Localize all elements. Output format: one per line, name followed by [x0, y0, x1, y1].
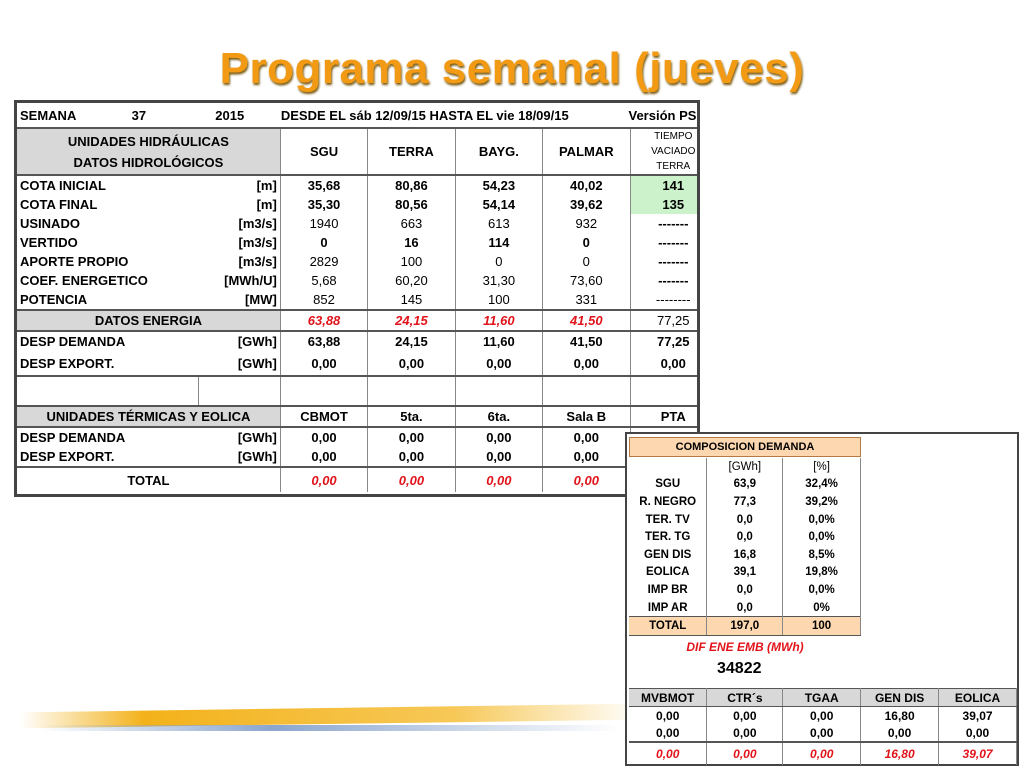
version: Versión PS	[628, 107, 697, 123]
row-label: USINADO	[20, 216, 80, 231]
cell: 0,00	[368, 447, 455, 467]
cell: 35,68	[280, 175, 367, 195]
cell: 141	[630, 175, 700, 195]
cell: 0,0	[707, 599, 783, 617]
cell: 0,00	[280, 467, 367, 492]
col-header: Sala B	[543, 406, 630, 427]
row-label: POTENCIA	[17, 290, 198, 310]
cell: 0,00	[368, 427, 455, 447]
generation-summary-table	[629, 688, 1017, 765]
cell: 0,0	[707, 581, 783, 599]
cell: 0	[543, 233, 630, 252]
hydro-group-title: UNIDADES HIDRÁULICAS	[67, 133, 229, 149]
cell: 613	[455, 214, 542, 233]
cell: 0,00	[629, 724, 707, 742]
cell: 0,00	[783, 724, 861, 742]
cell: 2829	[280, 252, 367, 271]
cell: 0,0%	[783, 528, 861, 546]
table-row	[17, 233, 700, 252]
cell: TER. TV	[629, 511, 707, 529]
blank-row	[17, 376, 700, 406]
cell: 0,00	[861, 724, 939, 742]
cell: 63,88	[280, 331, 367, 351]
row-label: COEF. ENERGETICO	[20, 273, 148, 288]
cell: 54,23	[455, 175, 542, 195]
composition-row	[629, 476, 861, 494]
cell: 0,00	[280, 447, 367, 467]
row-unit: [MW]	[198, 290, 280, 310]
dif-ene-emb-label: DIF ENE EMB (MWh)	[686, 640, 804, 654]
composition-row	[629, 599, 861, 617]
cell: 39,2%	[783, 493, 861, 511]
cell: 0,00	[368, 351, 455, 376]
cell: 80,56	[368, 195, 455, 214]
cell: 135	[630, 195, 700, 214]
summary-total-row	[629, 742, 1017, 765]
cell: 0,0%	[783, 581, 861, 599]
cell: 197,0	[707, 617, 783, 636]
table-row	[629, 724, 1017, 742]
cell: 77,25	[630, 310, 700, 331]
row-unit: [m]	[198, 175, 280, 195]
table-row	[17, 214, 700, 233]
cell: 0,00	[280, 427, 367, 447]
dif-ene-emb-value: 34822	[717, 660, 762, 677]
cell: 0,00	[939, 724, 1017, 742]
col-header: PTA	[630, 406, 700, 427]
summary-header-row	[629, 689, 1017, 707]
col-header: CTR´s	[707, 689, 783, 707]
cell: 100	[368, 252, 455, 271]
cell: 0,00	[455, 447, 542, 467]
semana-label: SEMANA	[20, 107, 77, 123]
cell: 663	[368, 214, 455, 233]
cell: 331	[543, 290, 630, 310]
cell: 0,00	[783, 742, 861, 765]
cell: 0,00	[455, 467, 542, 492]
col-header: TERRA	[368, 128, 455, 175]
cell: 32,4%	[783, 476, 861, 494]
cell: 5,68	[280, 271, 367, 290]
cell: 11,60	[455, 310, 542, 331]
cell: 16	[368, 233, 455, 252]
cell: 114	[455, 233, 542, 252]
col-header: SGU	[280, 128, 367, 175]
col-header-tiempo: TIEMPO VACIADO TERRA	[630, 128, 700, 175]
row-label: COTA FINAL	[20, 197, 98, 212]
year: 2015	[215, 107, 245, 123]
page-title: Programa semanal (jueves)	[219, 44, 805, 93]
cell: 0%	[783, 599, 861, 617]
energia-label: DATOS ENERGIA	[17, 310, 280, 331]
header-row	[17, 103, 700, 128]
row-unit: [m3/s]	[198, 252, 280, 271]
row-unit: [m3/s]	[198, 233, 280, 252]
composition-row	[629, 564, 861, 582]
composition-panel	[625, 432, 1019, 766]
col-header: 5ta.	[368, 406, 455, 427]
cell: 24,15	[368, 331, 455, 351]
table-row	[17, 331, 700, 351]
thermal-header-row	[17, 406, 700, 427]
cell: TOTAL	[629, 617, 707, 636]
cell: 0,00	[368, 467, 455, 492]
cell: 0,00	[280, 351, 367, 376]
cell: 73,60	[543, 271, 630, 290]
cell: 0,0%	[783, 511, 861, 529]
cell: 41,50	[543, 331, 630, 351]
cell: 40,02	[543, 175, 630, 195]
table-row	[17, 290, 700, 310]
cell: 0,0	[707, 528, 783, 546]
composition-row	[629, 546, 861, 564]
energia-row	[17, 310, 700, 331]
row-label: DESP EXPORT.	[17, 447, 198, 467]
cell: 0,00	[455, 351, 542, 376]
weekly-program-table	[14, 100, 700, 497]
cell: -------	[630, 233, 700, 252]
hydro-header-row	[17, 128, 700, 175]
row-label: DESP DEMANDA	[20, 334, 126, 349]
cell: 60,20	[368, 271, 455, 290]
cell: 63,9	[707, 476, 783, 494]
composition-table	[629, 458, 861, 636]
cell: 0	[455, 252, 542, 271]
cell: TER. TG	[629, 528, 707, 546]
cell: 0,00	[783, 707, 861, 725]
cell: --------	[630, 290, 700, 310]
cell: 41,50	[543, 310, 630, 331]
cell: R. NEGRO	[629, 493, 707, 511]
col-header: [GWh]	[707, 458, 783, 476]
cell: 100	[783, 617, 861, 636]
cell: GEN DIS	[629, 546, 707, 564]
cell: 0,00	[707, 724, 783, 742]
row-label: COTA INICIAL	[20, 178, 106, 193]
decorative-swoosh-line	[40, 725, 620, 731]
cell: 80,86	[368, 175, 455, 195]
cell: 16,80	[861, 707, 939, 725]
col-header: [%]	[783, 458, 861, 476]
composition-header-row	[629, 458, 861, 476]
cell: 39,07	[939, 742, 1017, 765]
table-row	[17, 447, 700, 467]
table-row	[629, 707, 1017, 725]
col-header: GEN DIS	[861, 689, 939, 707]
cell: 0,00	[543, 467, 630, 492]
cell: SGU	[629, 476, 707, 494]
cell: 0	[543, 252, 630, 271]
cell: 1940	[280, 214, 367, 233]
total-label: TOTAL	[17, 467, 280, 492]
row-unit: [m]	[198, 195, 280, 214]
cell: 39,07	[939, 707, 1017, 725]
composition-row	[629, 511, 861, 529]
col-header: MVBMOT	[629, 689, 707, 707]
cell: 0	[280, 233, 367, 252]
date-range: DESDE EL sáb 12/09/15 HASTA EL vie 18/09/15	[280, 107, 569, 123]
cell: -------	[630, 271, 700, 290]
cell: 0,00	[630, 351, 700, 376]
col-header: EOLICA	[939, 689, 1017, 707]
cell: 0,00	[543, 447, 630, 467]
cell: 145	[368, 290, 455, 310]
row-unit: [GWh]	[198, 427, 280, 447]
table-row	[17, 271, 700, 290]
table-row	[17, 351, 700, 376]
cell: 11,60	[455, 331, 542, 351]
composition-total-row	[629, 617, 861, 636]
table-row	[17, 427, 700, 447]
col-header: PALMAR	[543, 128, 630, 175]
hydro-data-title: DATOS HIDROLÓGICOS	[73, 154, 224, 170]
table-row	[17, 195, 700, 214]
cell: 54,14	[455, 195, 542, 214]
row-unit: [m3/s]	[198, 214, 280, 233]
row-unit: [GWh]	[198, 447, 280, 467]
cell: 100	[455, 290, 542, 310]
table-row	[17, 252, 700, 271]
cell: 0,00	[543, 427, 630, 447]
cell: 19,8%	[783, 564, 861, 582]
composition-row	[629, 528, 861, 546]
cell: 16,8	[707, 546, 783, 564]
col-header: 6ta.	[455, 406, 542, 427]
cell: EOLICA	[629, 564, 707, 582]
cell: 39,1	[707, 564, 783, 582]
cell: 0,00	[629, 742, 707, 765]
cell: 16,80	[861, 742, 939, 765]
composition-row	[629, 493, 861, 511]
row-unit: [GWh]	[198, 351, 280, 376]
semana-number: 37	[131, 107, 147, 123]
cell: -------	[630, 252, 700, 271]
cell: IMP BR	[629, 581, 707, 599]
cell: 77,25	[630, 331, 700, 351]
cell: IMP AR	[629, 599, 707, 617]
cell: 0,00	[543, 351, 630, 376]
row-label: DESP EXPORT.	[17, 351, 198, 376]
cell: 0,00	[629, 707, 707, 725]
composition-row	[629, 581, 861, 599]
cell: 0,00	[707, 707, 783, 725]
cell: 0,00	[707, 742, 783, 765]
row-unit: [MWh/U]	[198, 271, 280, 290]
col-header: BAYG.	[455, 128, 542, 175]
composition-title: COMPOSICION DEMANDA	[629, 437, 861, 457]
cell: 31,30	[455, 271, 542, 290]
cell: 0,00	[455, 427, 542, 447]
row-label: DESP DEMANDA	[20, 430, 126, 445]
col-header: CBMOT	[280, 406, 367, 427]
total-row	[17, 467, 700, 492]
cell: 24,15	[368, 310, 455, 331]
cell: 852	[280, 290, 367, 310]
cell: 35,30	[280, 195, 367, 214]
row-label: APORTE PROPIO	[20, 254, 129, 269]
cell: 0,0	[707, 511, 783, 529]
cell: 77,3	[707, 493, 783, 511]
table-row	[17, 175, 700, 195]
row-unit: [GWh]	[198, 331, 280, 351]
row-label: VERTIDO	[20, 235, 78, 250]
cell: 932	[543, 214, 630, 233]
cell: 39,62	[543, 195, 630, 214]
cell: 63,88	[280, 310, 367, 331]
thermal-group-title: UNIDADES TÉRMICAS Y EOLICA	[17, 406, 280, 427]
col-header: TGAA	[783, 689, 861, 707]
cell: 8,5%	[783, 546, 861, 564]
cell: -------	[630, 214, 700, 233]
